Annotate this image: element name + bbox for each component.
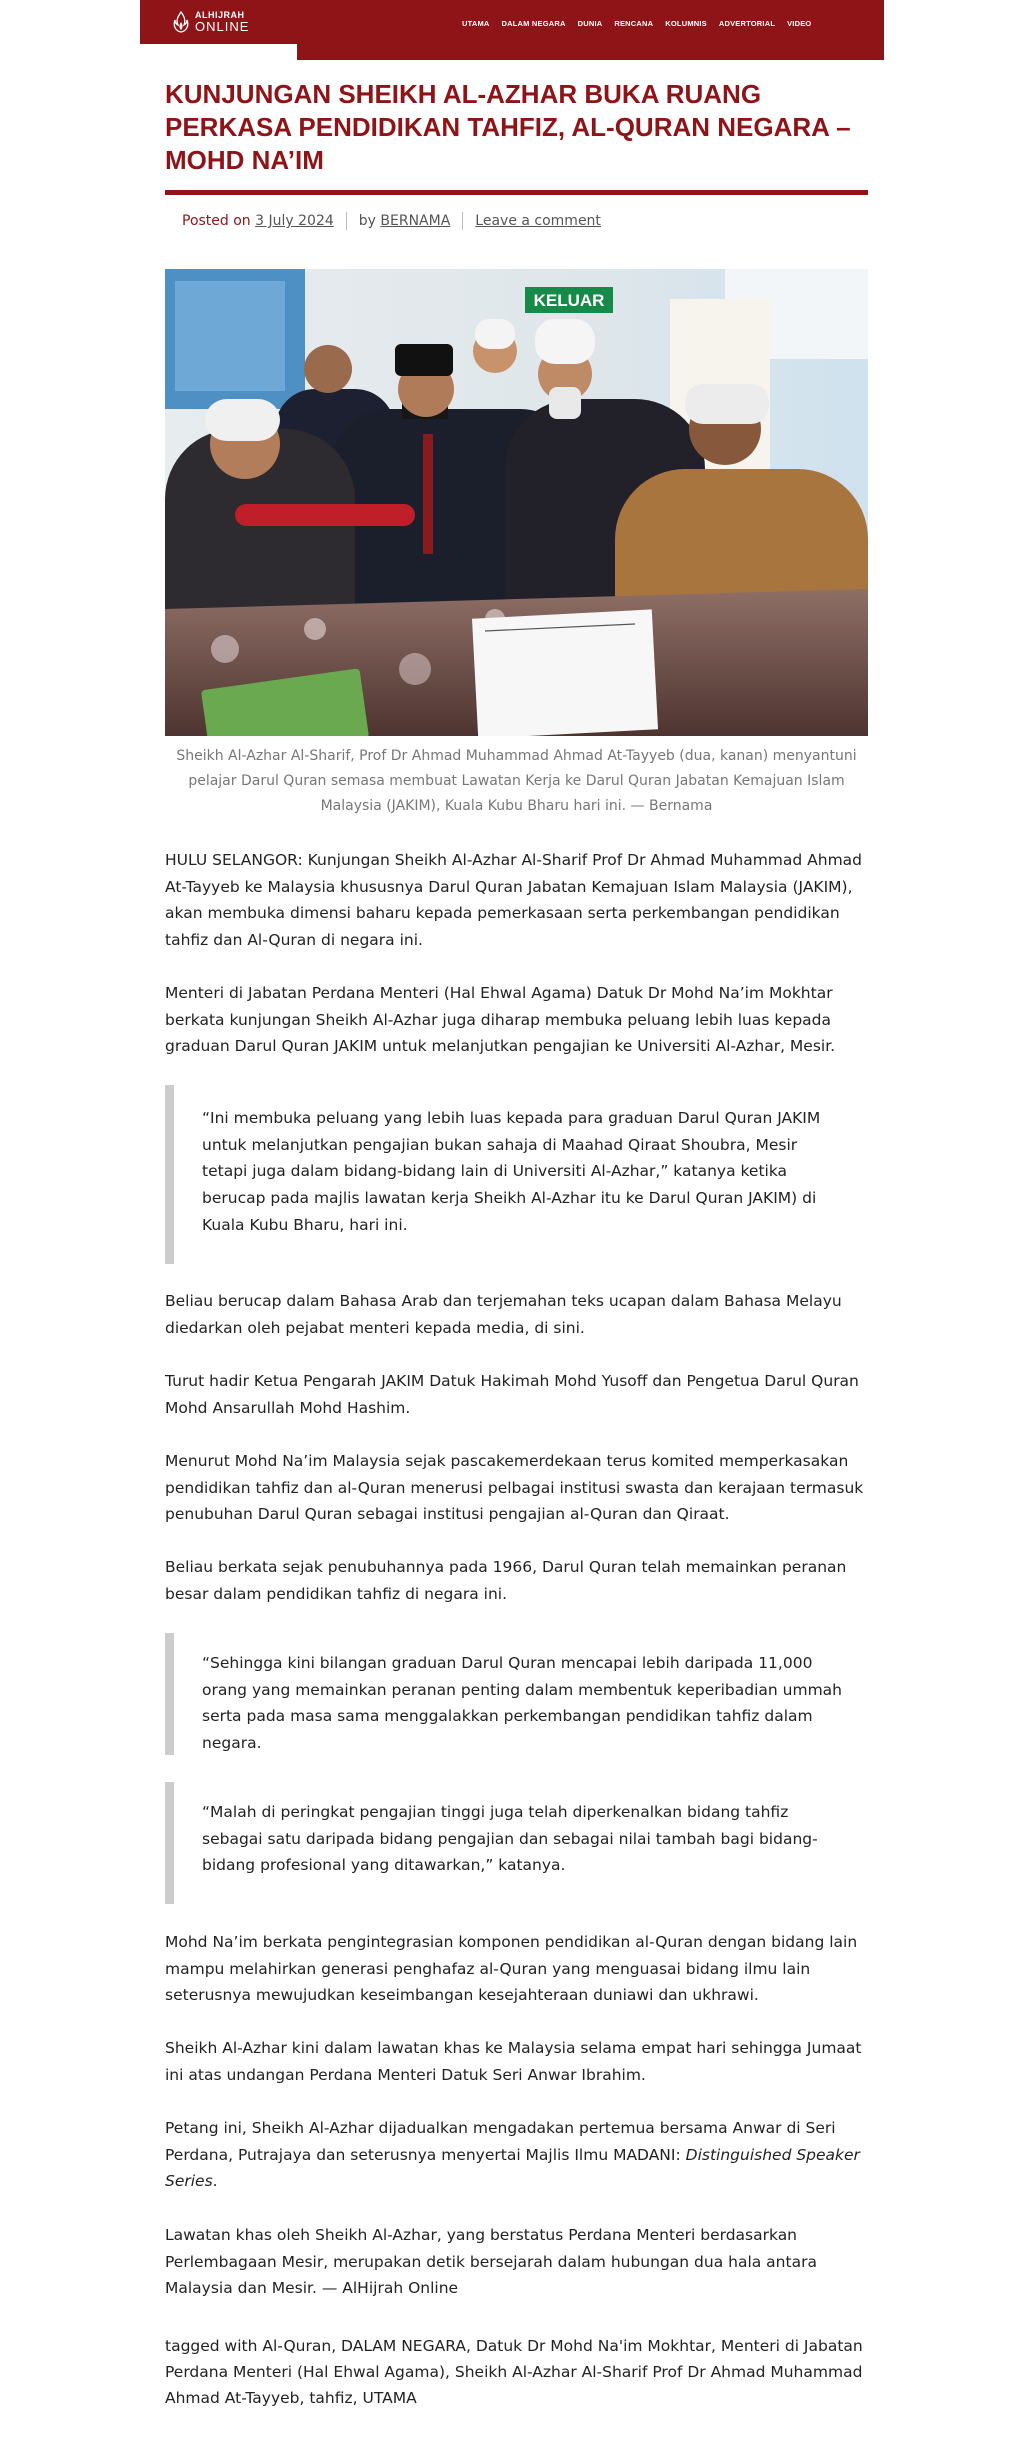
post-date-link[interactable]: 3 July 2024 xyxy=(255,213,334,229)
photo-caption: Sheikh Al-Azhar Al-Sharif, Prof Dr Ahmad Muhammad Ahmad At-Tayyeb (dua, kanan) menyantuni pelajar Darul Quran semasa membuat Lawatan Kerja ke Darul Quran Jabatan Kemajuan Islam Malaysia (JAKIM), Kuala Kubu Bharu hari ini. — Bernama xyxy=(176,748,857,814)
nav-item-dalam-negara[interactable]: DALAM NEGARA xyxy=(501,19,566,28)
tag-link[interactable]: Sheikh Al-Azhar Al-Sharif Prof Dr Ahmad Muhammad Ahmad At-Tayyeb xyxy=(165,2363,863,2407)
paragraph-6: Beliau berkata sejak penubuhannya pada 1966, Darul Quran telah memainkan peranan besar dalam pendidikan tahfiz di negara ini. xyxy=(165,1558,847,1603)
blockquote-2-text: “Sehingga kini bilangan graduan Darul Quran mencapai lebih daripada 11,000 orang yang memainkan peranan penting dalam membentuk keperibadian ummah serta pada masa sama menggalakkan perkembangan pendidikan tahfiz dalam negara. xyxy=(202,1654,843,1753)
featured-photo-illustration xyxy=(165,269,868,736)
paragraph-1: HULU SELANGOR: Kunjungan Sheikh Al-Azhar Al-Sharif Prof Dr Ahmad Muhammad Ahmad At-Tayyeb ke Malaysia khususnya Darul Quran Jabatan Kemajuan Islam Malaysia (JAKIM), akan membuka dimensi baharu kepada pemerkasaan serta perkembangan pendidikan tahfiz dan Al-Quran di negara ini. xyxy=(165,851,863,950)
by-label: by xyxy=(358,213,376,229)
title-divider xyxy=(165,190,868,195)
nav-item-kolumnis[interactable]: KOLUMNIS xyxy=(665,19,707,28)
header-notch xyxy=(140,44,297,60)
paragraph-9-end: . xyxy=(212,2172,218,2191)
blockquote-1 xyxy=(165,1085,868,1264)
meta-separator xyxy=(346,212,347,230)
blockquote-3 xyxy=(165,1782,868,1904)
meta-separator xyxy=(462,212,463,230)
paragraph-5: Menurut Mohd Na’im Malaysia sejak pascakemerdekaan terus komited memperkasakan pendidikan tahfiz dan al-Quran menerusi pelbagai institusi swasta dan kerajaan termasuk penubuhan Darul Quran sebagai institusi pengajian al-Quran dan Qiraat. xyxy=(165,1452,864,1524)
tagged-with-label: tagged with xyxy=(165,2337,258,2355)
author-link[interactable]: BERNAMA xyxy=(380,213,451,229)
tag-link[interactable]: Menteri di Jabatan Perdana Menteri (Hal Ehwal Agama) xyxy=(165,2337,863,2381)
tag-link[interactable]: UTAMA xyxy=(362,2389,417,2407)
post-meta xyxy=(182,212,601,230)
blockquote-2 xyxy=(165,1633,868,1755)
site-logo[interactable] xyxy=(173,10,249,34)
nav-item-advertorial[interactable]: ADVERTORIAL xyxy=(718,19,776,28)
logo-text-bottom: ONLINE xyxy=(195,19,250,34)
paragraph-10: Lawatan khas oleh Sheikh Al-Azhar, yang berstatus Perdana Menteri berdasarkan Perlembagaan Mesir, merupakan detik bersejarah dalam hubungan dua hala antara Malaysia dan Mesir. — AlHijrah Online xyxy=(165,2226,817,2298)
paragraph-2: Menteri di Jabatan Perdana Menteri (Hal Ehwal Agama) Datuk Dr Mohd Na’im Mokhtar berkata kunjungan Sheikh Al-Azhar juga diharap membuka peluang lebih luas kepada graduan Darul Quran JAKIM untuk melanjutkan pengajian ke Universiti Al-Azhar, Mesir. xyxy=(165,984,836,1056)
nav-item-utama[interactable]: UTAMA xyxy=(462,19,490,28)
paragraph-8: Sheikh Al-Azhar kini dalam lawatan khas ke Malaysia selama empat hari sehingga Jumaat ini atas undangan Perdana Menteri Datuk Seri Anwar Ibrahim. xyxy=(165,2039,862,2084)
leave-comment-link[interactable]: Leave a comment xyxy=(475,213,601,229)
tag-list: tagged with Al-Quran, DALAM NEGARA, Datuk Dr Mohd Na'im Mokhtar, Menteri di Jabatan Perdana Menteri (Hal Ehwal Agama), Sheikh Al-Azhar Al-Sharif Prof Dr Ahmad Muhammad Ahmad At-Tayyeb, tahfiz, UTAMA xyxy=(165,2337,863,2407)
nav-item-rencana[interactable]: RENCANA xyxy=(614,19,654,28)
article-title: KUNJUNGAN SHEIKH AL-AZHAR BUKA RUANG PERKASA PENDIDIKAN TAHFIZ, AL-QURAN NEGARA – MOHD NA’IM xyxy=(165,79,851,175)
paragraph-7: Mohd Na’im berkata pengintegrasian komponen pendidikan al-Quran dengan bidang lain mampu melahirkan generasi penghafaz al-Quran yang menguasai bidang ilmu lain seterusnya mewujudkan keseimbangan kesejahteraan duniawi dan ukhrawi. xyxy=(165,1933,858,2005)
tag-link[interactable]: tahfiz xyxy=(309,2389,353,2407)
paragraph-9-text: Petang ini, Sheikh Al-Azhar dijadualkan mengadakan pertemua bersama Anwar di Seri Perdana, Putrajaya dan seterusnya menyertai Majlis Ilmu MADANI: xyxy=(165,2119,836,2164)
paragraph-9-italic: Distinguished Speaker Series xyxy=(165,2145,860,2191)
tag-link[interactable]: DALAM NEGARA xyxy=(341,2337,466,2355)
exit-sign-text: KELUAR xyxy=(533,291,605,310)
paragraph-9 xyxy=(165,2115,868,2195)
blockquote-3-text: “Malah di peringkat pengajian tinggi juga telah diperkenalkan bidang tahfiz sebagai satu daripada bidang pengajian dan sebagai nilai tambah bagi bidang-bidang profesional yang ditawarkan,” katanya. xyxy=(202,1803,818,1875)
logo-text-top: ALHIJRAH xyxy=(195,10,245,20)
blockquote-1-text: “Ini membuka peluang yang lebih luas kepada para graduan Darul Quran JAKIM untuk melanjutkan pengajian bukan sahaja di Maahad Qiraat Shoubra, Mesir tetapi juga dalam bidang-bidang lain di Universiti Al-Azhar,” katanya ketika berucap pada majlis lawatan kerja Sheikh Al-Azhar itu ke Darul Quran JAKIM) di Kuala Kubu Bharu, hari ini. xyxy=(202,1109,821,1234)
nav-item-dunia[interactable]: DUNIA xyxy=(577,19,603,28)
posted-on-label: Posted on xyxy=(182,213,251,229)
tag-link[interactable]: Datuk Dr Mohd Na'im Mokhtar xyxy=(475,2337,712,2355)
paragraph-3: Beliau berucap dalam Bahasa Arab dan terjemahan teks ucapan dalam Bahasa Melayu diedarkan oleh pejabat menteri kepada media, di sini. xyxy=(165,1292,842,1337)
nav-item-video[interactable]: VIDEO xyxy=(787,19,812,28)
logo-flame-icon xyxy=(173,10,189,34)
main-nav xyxy=(462,19,811,28)
paragraph-4: Turut hadir Ketua Pengarah JAKIM Datuk Hakimah Mohd Yusoff dan Pengetua Darul Quran Mohd Ansarullah Mohd Hashim. xyxy=(165,1372,859,1417)
tag-link[interactable]: Al-Quran xyxy=(262,2337,332,2355)
featured-photo xyxy=(165,269,868,736)
